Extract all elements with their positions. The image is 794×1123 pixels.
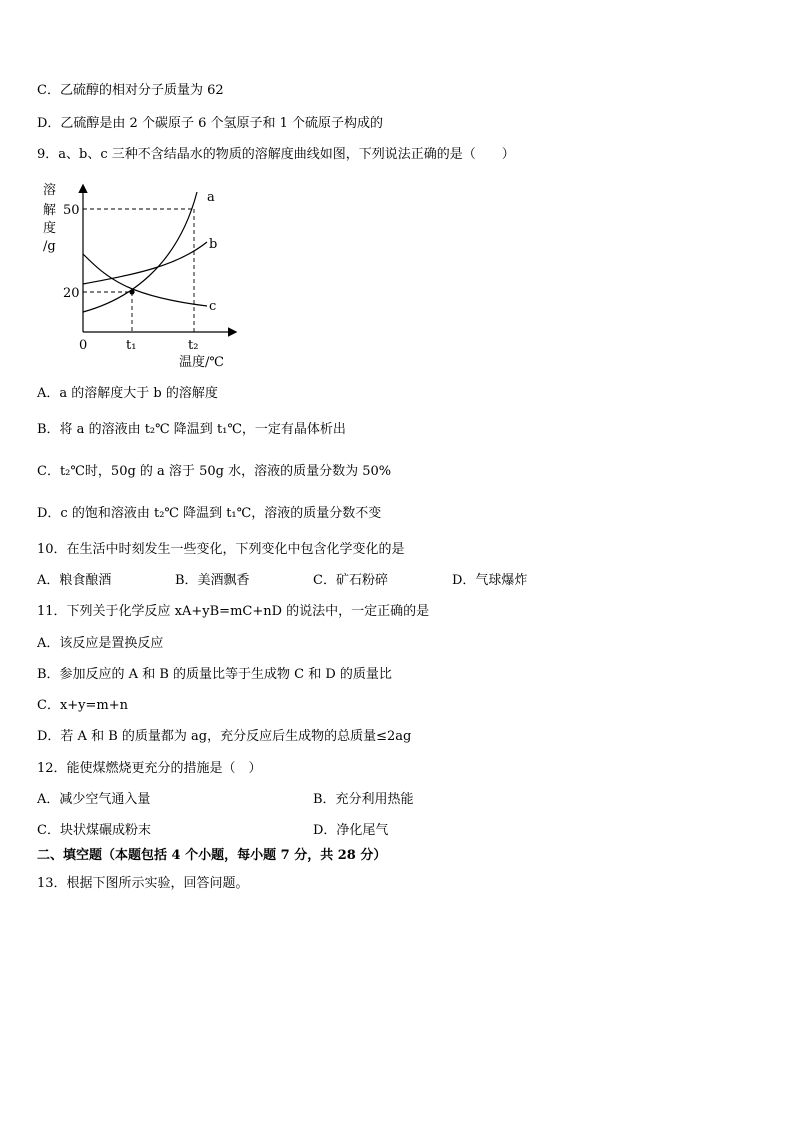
y-tick-50: 50	[63, 203, 80, 218]
q9-option-c: C．t₂℃时，50g 的 a 溶于 50g 水，溶液的质量分数为 50%	[37, 464, 392, 479]
q12-option-d: D．净化尾气	[313, 823, 389, 838]
question-13: 13．根据下图所示实验，回答问题。	[37, 876, 249, 891]
q9-option-d: D．c 的饱和溶液由 t₂℃ 降温到 t₁℃，溶液的质量分数不变	[37, 506, 382, 521]
q11-option-a: A．该反应是置换反应	[37, 636, 164, 651]
origin-label: 0	[79, 338, 88, 353]
y-axis-label-3: 度	[43, 221, 57, 236]
q10-option-a: A．粮食酿酒	[37, 573, 112, 588]
q10-option-d: D．气球爆炸	[452, 573, 528, 588]
x-tick-t1: t₁	[126, 338, 137, 353]
y-axis-label-1: 溶	[43, 183, 57, 198]
q8-option-c: C．乙硫醇的相对分子质量为 62	[37, 83, 224, 98]
series-label-b: b	[209, 237, 218, 252]
curve-b	[83, 242, 207, 284]
question-11: 11．下列关于化学反应 xA+yB=mC+nD 的说法中，一定正确的是	[37, 604, 430, 619]
q8-option-d: D．乙硫醇是由 2 个碳原子 6 个氢原子和 1 个硫原子构成的	[37, 116, 384, 131]
q11-option-d: D．若 A 和 B 的质量都为 ag，充分反应后生成物的总质量≤2ag	[37, 729, 412, 744]
q12-option-a: A．减少空气通入量	[37, 792, 151, 807]
x-tick-t2: t₂	[188, 338, 199, 353]
x-axis-label: 温度/℃	[179, 355, 224, 370]
q11-option-b: B．参加反应的 A 和 B 的质量比等于生成物 C 和 D 的质量比	[37, 667, 392, 682]
q12-option-b: B．充分利用热能	[313, 792, 414, 807]
section-title-fill-in: 二、填空题（本题包括 4 个小题，每小题 7 分，共 28 分）	[37, 848, 387, 863]
question-9: 9．a、b、c 三种不含结晶水的物质的溶解度曲线如图，下列说法正确的是（ ）	[37, 147, 515, 162]
intersection-point	[129, 289, 134, 294]
y-tick-20: 20	[63, 286, 80, 301]
question-10: 10．在生活中时刻发生一些变化，下列变化中包含化学变化的是	[37, 542, 405, 557]
curve-a	[83, 192, 197, 312]
question-12: 12．能使煤燃烧更充分的措施是（ ）	[37, 761, 262, 776]
q9-option-b: B．将 a 的溶液由 t₂℃ 降温到 t₁℃，一定有晶体析出	[37, 422, 346, 437]
y-axis-label-4: /g	[43, 239, 56, 254]
series-label-c: c	[209, 299, 217, 314]
q9-option-a: A．a 的溶解度大于 b 的溶解度	[37, 386, 218, 401]
q12-option-c: C．块状煤碾成粉末	[37, 823, 151, 838]
q11-option-c: C．x+y=m+n	[37, 698, 129, 713]
series-label-a: a	[207, 190, 215, 205]
solubility-chart	[37, 178, 257, 370]
q10-option-c: C．矿石粉碎	[313, 573, 388, 588]
y-axis-label-2: 解	[43, 203, 57, 218]
q10-option-b: B．美酒飘香	[175, 573, 250, 588]
